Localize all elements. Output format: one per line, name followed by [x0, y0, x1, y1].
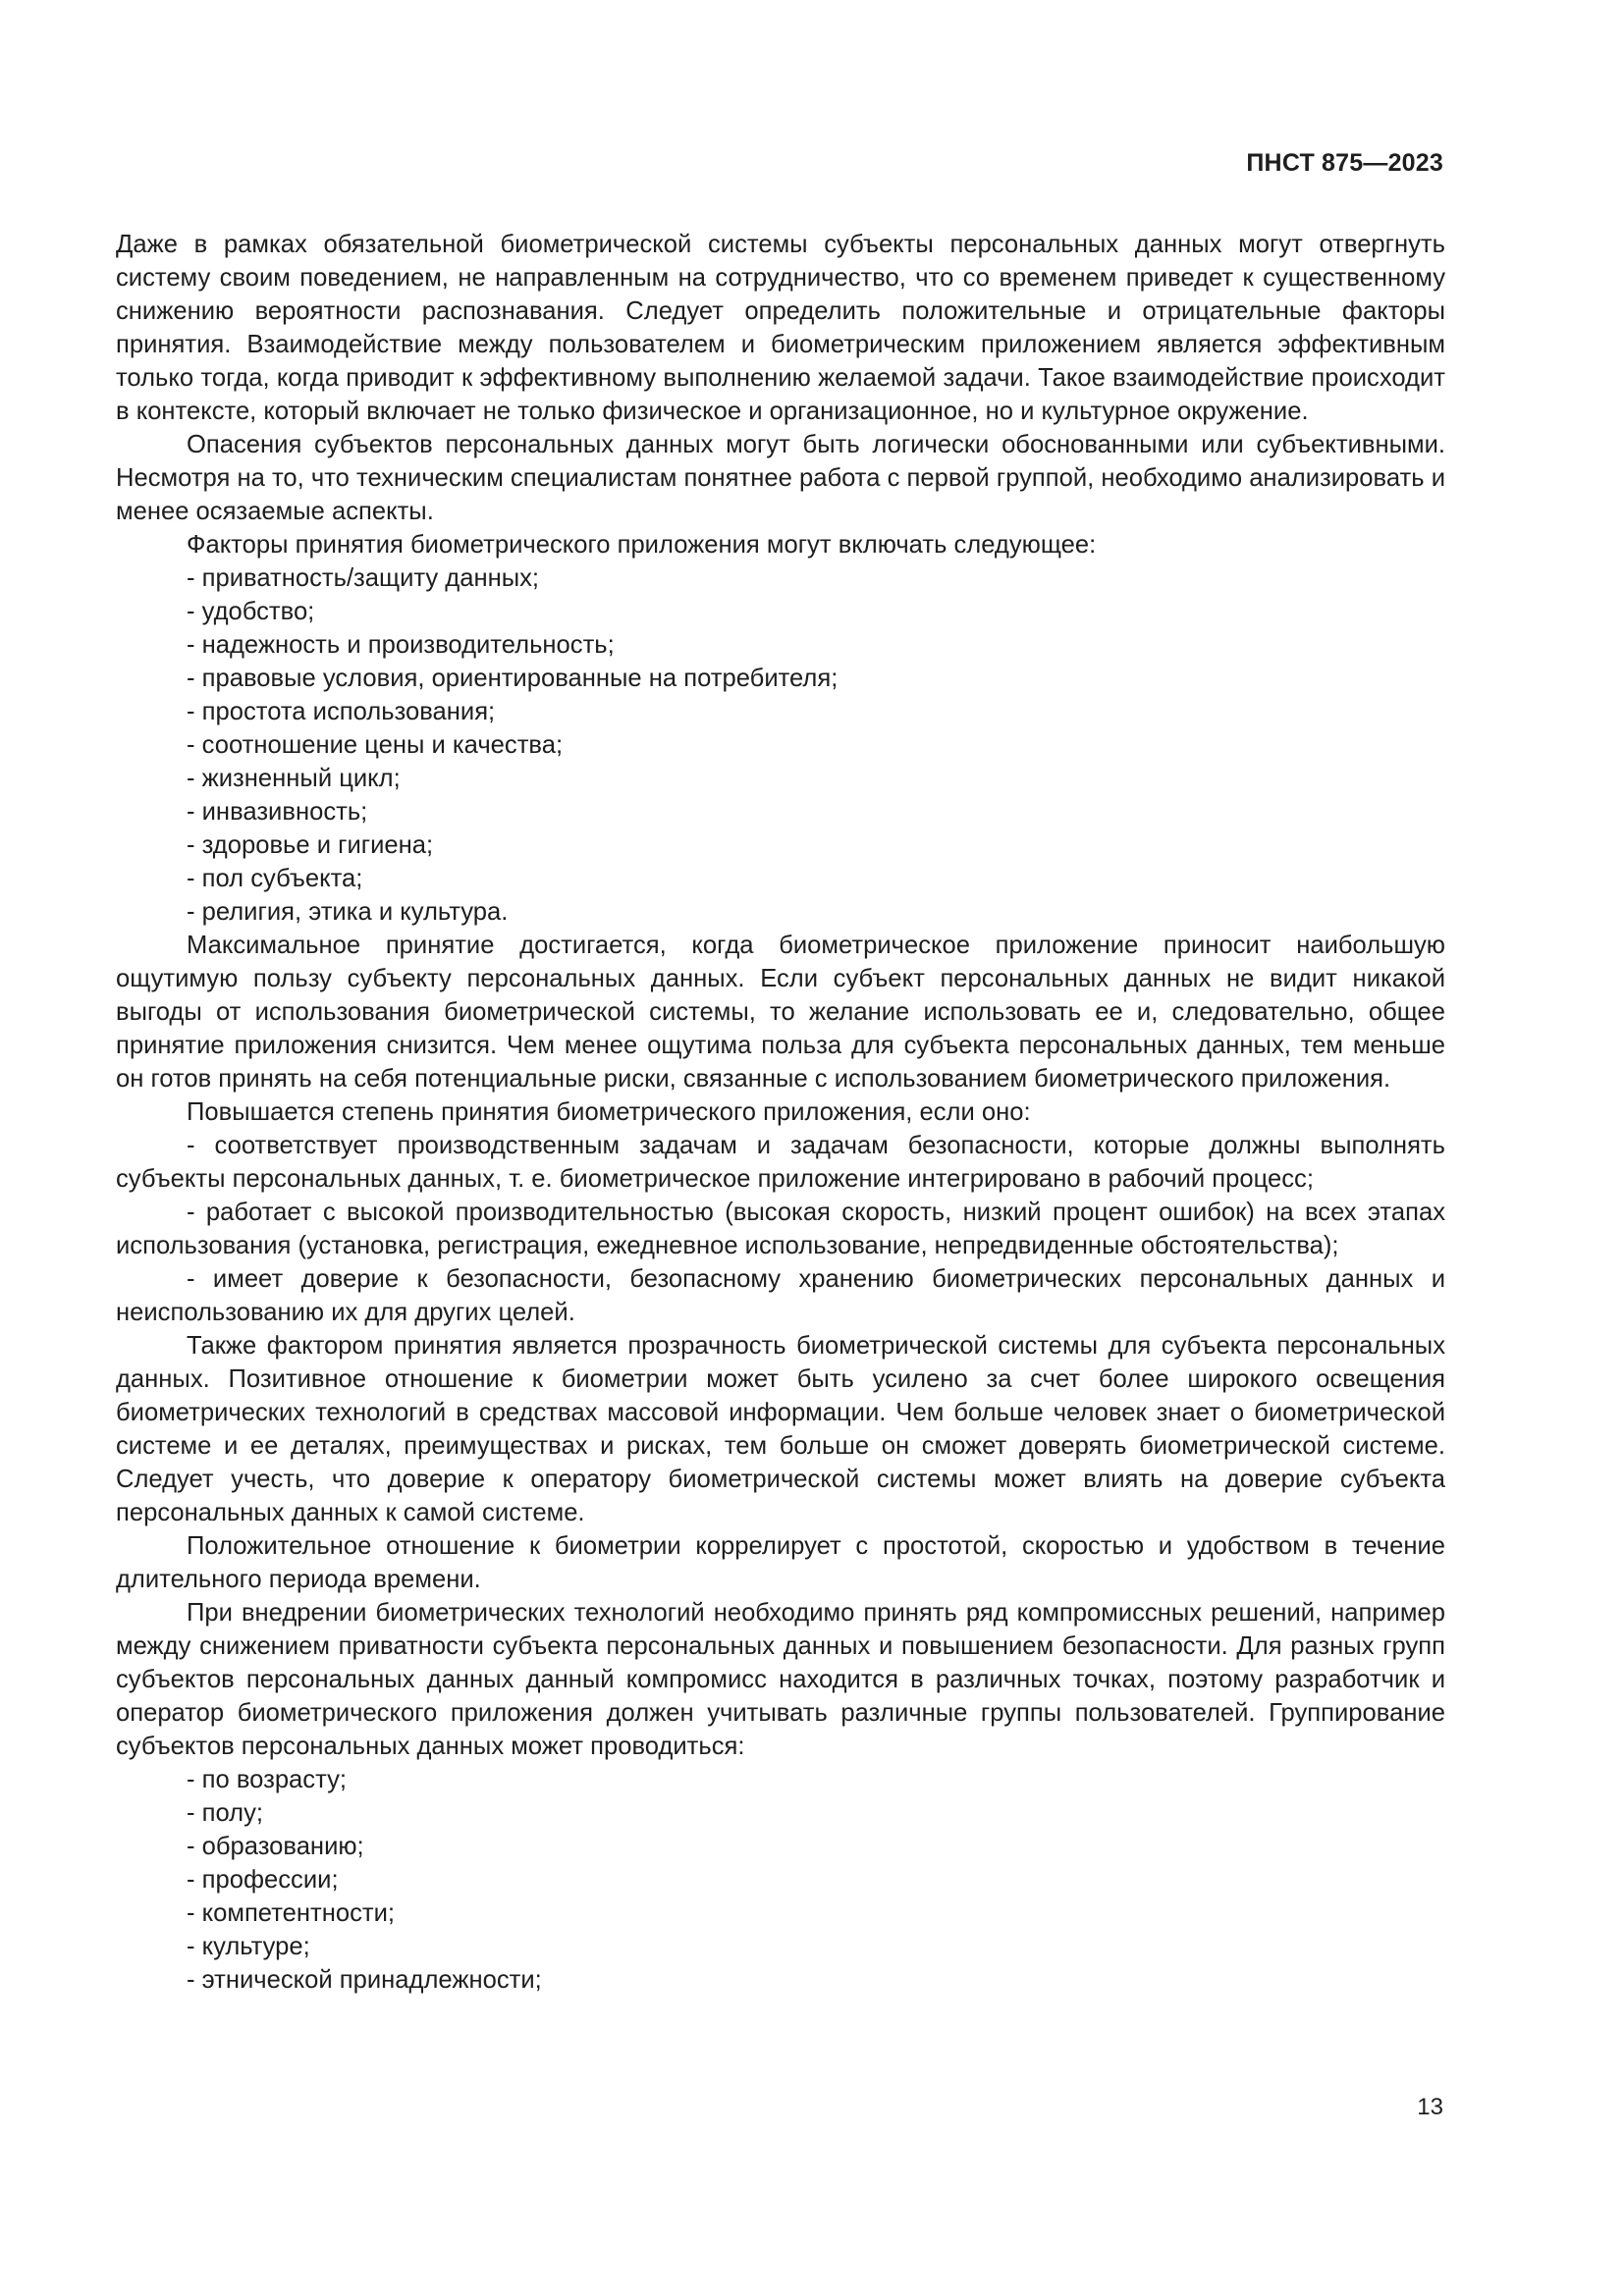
list-item: - соотношение цены и качества; [187, 731, 564, 759]
list-item: - религия, этика и культура. [187, 898, 509, 926]
paragraph-maximum-acceptance: Максимальное принятие достигается, когда биометрическое приложение приносит наибольшую ощутимую пользу субъекту персональных данных. Если субъект персональных данных не видит никакой выгоды от использования биометрической системы, то желание использовать ее и, следовательно, общее принятие приложения снизится. Чем менее ощутима польза для субъекта персональных данных, тем меньше он готов принять на себя потенциальные риски, связанные с использованием биометрического приложения. [116, 932, 1445, 1093]
list-item: - надежность и производительность; [187, 631, 615, 659]
paragraph-acceptance-increase-intro: Повышается степень принятия биометрического приложения, если оно: [187, 1098, 1031, 1126]
paragraph-concerns: Опасения субъектов персональных данных могут быть логически обоснованными или субъективными. Несмотря на то, что техническим специалистам понятнее работа с первой группой, необходимо анализировать и менее осязаемые аспекты. [116, 431, 1445, 525]
grouping-list [116, 1763, 1445, 1997]
paragraph-factors-intro: Факторы принятия биометрического приложения могут включать следующее: [187, 531, 1097, 559]
paragraph-positive-attitude: Положительное отношение к биометрии коррелирует с простотой, скоростью и удобством в течение длительного периода времени. [116, 1532, 1445, 1593]
paragraph-acceptance-context: Даже в рамках обязательной биометрической системы субъекты персональных данных могут отвергнуть систему своим поведением, не направленным на сотрудничество, что со временем приведет к существенному снижению вероятности распознавания. Следует определить положительные и отрицательные факторы принятия. Взаимодействие между пользователем и биометрическим приложением является эффективным только тогда, когда приводит к эффективному выполнению желаемой задачи. Такое взаимодействие происходит в контексте, который включает не только физическое и организационное, но и культурное окружение. [116, 231, 1445, 425]
list-item: - соответствует производственным задачам и задачам безопасности, которые должны выполнять субъекты персональных данных, т. е. биометрическое приложение интегрировано в рабочий процесс; [116, 1132, 1445, 1193]
list-item: - культуре; [187, 1933, 310, 1960]
list-item: - инвазивность; [187, 798, 368, 826]
list-item: - простота использования; [187, 698, 496, 725]
list-item: - по возрасту; [187, 1766, 348, 1793]
list-item: - пол субъекта; [187, 865, 363, 892]
paragraph-tradeoffs: При внедрении биометрических технологий необходимо принять ряд компромиссных решений, например между снижением приватности субъекта персональных данных и повышением безопасности. Для разных групп субъектов персональных данных данный компромисс находится в различных точках, поэтому разработчик и оператор биометрического приложения должен учитывать различные группы пользователей. Группирование субъектов персональных данных может проводиться: [116, 1599, 1445, 1760]
conditions-list [116, 1129, 1445, 1329]
list-item: - здоровье и гигиена; [187, 831, 434, 859]
list-item: - профессии; [187, 1866, 339, 1894]
list-item: - этнической принадлежности; [187, 1966, 542, 1994]
document-id-header: ПНСТ 875—2023 [1246, 149, 1443, 177]
paragraph-transparency: Также фактором принятия является прозрачность биометрической системы для субъекта персональных данных. Позитивное отношение к биометрии может быть усилено за счет более широкого освещения биометрических технологий в средствах массовой информации. Чем больше человек знает о биометрической системе и ее деталях, преимуществах и рисках, тем больше он сможет доверять биометрической системе. Следует учесть, что доверие к оператору биометрической системы может влиять на доверие субъекта персональных данных к самой системе. [116, 1332, 1445, 1526]
list-item: - приватность/защиту данных; [187, 564, 540, 592]
list-item: - удобство; [187, 598, 315, 625]
page-number: 13 [1417, 2094, 1443, 2120]
list-item: - компетентности; [187, 1899, 396, 1927]
list-item: - имеет доверие к безопасности, безопасному хранению биометрических персональных данных и неиспользованию их для других целей. [116, 1265, 1445, 1326]
list-item: - полу; [187, 1799, 264, 1827]
list-item: - образованию; [187, 1833, 364, 1860]
list-item: - жизненный цикл; [187, 765, 401, 792]
list-item: - правовые условия, ориентированные на потребителя; [187, 665, 839, 692]
factors-list [116, 561, 1445, 929]
list-item: - работает с высокой производительностью (высокая скорость, низкий процент ошибок) на всех этапах использования (установка, регистрация, ежедневное использование, непредвиденные обстоятельства); [116, 1199, 1445, 1259]
document-body [116, 228, 1445, 1997]
